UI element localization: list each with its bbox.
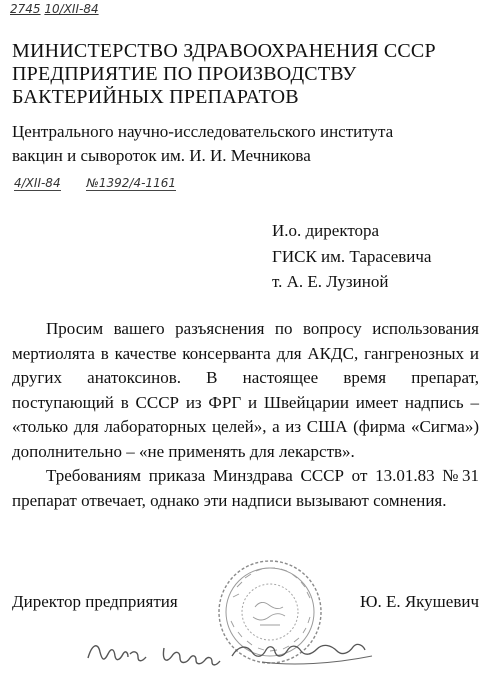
letter-body [12,317,479,513]
addressee-block [272,218,431,295]
institute-name [12,120,492,168]
body-paragraph-2: Требованиям приказа Минздрава СССР от 13.01.83 №31 препарат отвечает, однако эти надписи вызывают сомнения. [12,466,479,510]
registration-number: №1392/4-1161 [86,176,176,190]
addressee-line-1: И.о. директора [272,221,380,240]
letterhead-line-preparations: БАКТЕРИЙНЫХ ПРЕПАРАТОВ [12,86,299,108]
receipt-date: 10/XII-84 [44,2,99,16]
institute-line-2: вакцин и сывороток им. И. И. Мечникова [12,146,311,165]
registration-date: 4/XII-84 [14,176,61,190]
signer-title: Директор предприятия [12,592,178,611]
letterhead [12,40,492,109]
receipt-number: 2745 [10,2,41,16]
letterhead-line-enterprise: ПРЕДПРИЯТИЕ ПО ПРОИЗВОДСТВУ [12,63,357,85]
registration-line [14,176,198,190]
handwritten-receipt-note [10,2,99,16]
handwritten-signature [82,628,392,673]
addressee-line-2: ГИСК им. Тарасевича [272,246,432,266]
institute-line-1: Центрального научно-исследовательского института [12,122,394,141]
body-paragraph-1: Просим вашего разъяснения по вопросу использования мертиолята в качестве консерванта для АКДС, гангренозных и других анатоксинов. В настоящее время препарат, поступающий в СССР из ФРГ и Швейцарии имеет надпись – «только для лабораторных целей», а из США (фирма «Сигма») дополнительно – «не применять для лекарств». [12,319,479,461]
signer-name: Ю. Е. Якушевич [359,592,479,611]
addressee-line-3: т. А. Е. Лузиной [272,272,389,291]
letterhead-line-ministry: МИНИСТЕРСТВО ЗДРАВООХРАНЕНИЯ СССР [12,40,436,62]
